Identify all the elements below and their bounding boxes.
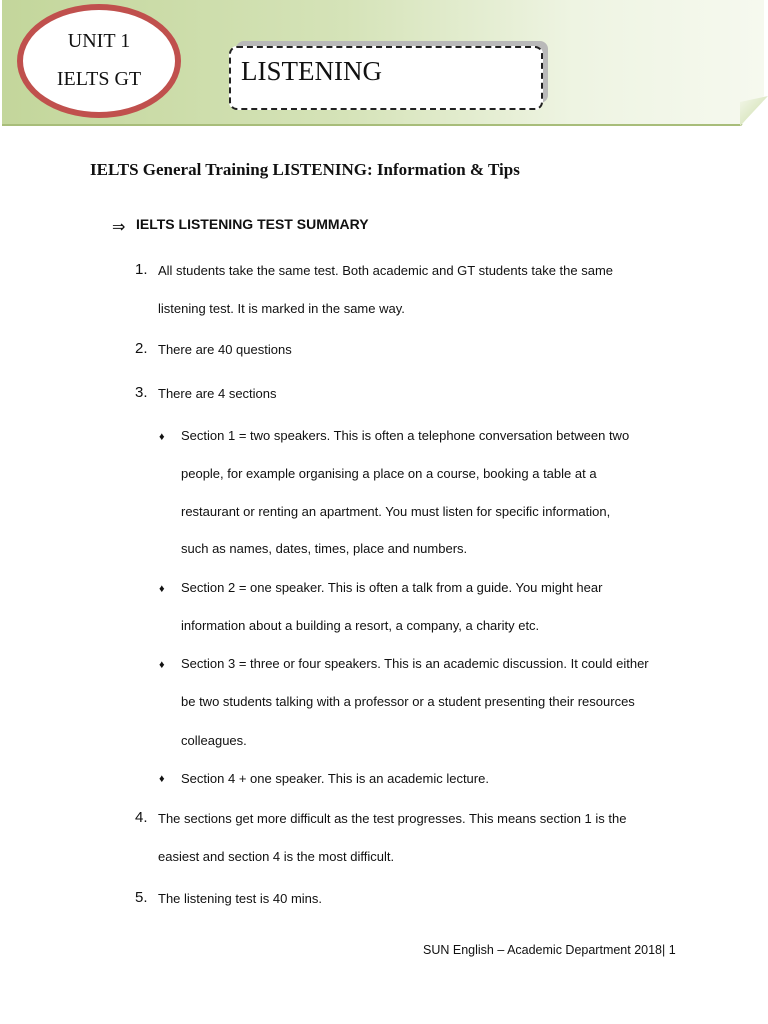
list-item-line: The sections get more difficult as the test progresses. This means section 1 is the [158,811,627,826]
section-line: Section 4 + one speaker. This is an academic lecture. [181,771,489,786]
section-line: Section 3 = three or four speakers. This is an academic discussion. It could either [181,656,649,671]
list-item-line: listening test. It is marked in the same way. [158,301,405,316]
list-number: 2. [135,340,148,357]
list-number: 4. [135,809,148,826]
page-title: LISTENING [241,56,382,86]
diamond-bullet-icon: ♦ [159,773,165,785]
unit-badge [17,4,181,118]
title-box [229,46,543,110]
diamond-bullet-icon: ♦ [159,583,165,595]
list-item-line: There are 4 sections [158,386,277,401]
section-line: people, for example organising a place on a course, booking a table at a [181,466,597,481]
list-number: 3. [135,384,148,401]
section-line: colleagues. [181,733,247,748]
list-number: 1. [135,261,148,278]
list-item-line: All students take the same test. Both academic and GT students take the same [158,263,614,278]
section-line: such as names, dates, times, place and numbers. [181,541,468,556]
arrow-bullet-icon: ⇒ [112,219,126,236]
diamond-bullet-icon: ♦ [159,431,165,443]
section-line: Section 1 = two speakers. This is often a telephone conversation between two [181,428,630,443]
section-line: Section 2 = one speaker. This is often a talk from a guide. You might hear [181,580,603,595]
unit-label: UNIT 1 [67,30,131,52]
diamond-bullet-icon: ♦ [159,659,165,671]
list-item-line: There are 40 questions [158,342,292,357]
list-number: 5. [135,889,148,906]
page-footer: SUN English – Academic Department 2018| 1 [423,943,676,957]
section-line: restaurant or renting an apartment. You must listen for specific information, [181,504,611,519]
list-item-line: easiest and section 4 is the most difficult. [158,849,395,864]
course-label: IELTS GT [56,68,142,90]
section-line: be two students talking with a professor or a student presenting their resources [181,694,635,709]
document-heading: IELTS General Training LISTENING: Information & Tips [90,160,520,179]
list-item-line: The listening test is 40 mins. [158,891,323,906]
summary-title: IELTS LISTENING TEST SUMMARY [136,216,369,232]
section-line: information about a building a resort, a company, a charity etc. [181,618,540,633]
